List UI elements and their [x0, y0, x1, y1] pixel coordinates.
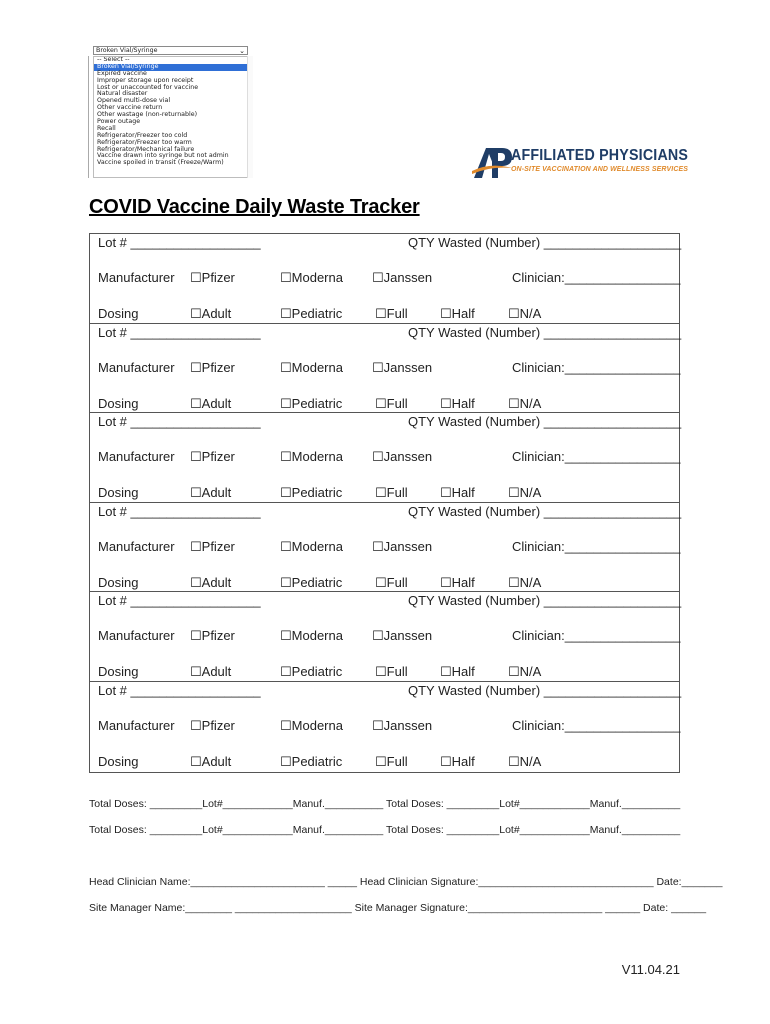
waste-reason-dropdown	[88, 44, 254, 178]
lot-field[interactable]: Lot # __________________	[98, 593, 261, 609]
chevron-down-icon: ⌄	[239, 47, 245, 55]
manufacturer-label: Manufacturer	[98, 449, 175, 465]
waste-entry	[90, 234, 682, 324]
dropdown-scrollbar[interactable]	[247, 56, 253, 178]
na-checkbox[interactable]: ☐N/A	[508, 306, 542, 321]
adult-checkbox[interactable]: ☐Adult	[190, 395, 232, 411]
full-checkbox[interactable]: ☐Full	[375, 306, 408, 321]
full-checkbox[interactable]: ☐Full	[375, 485, 408, 501]
waste-reason-options	[93, 56, 248, 178]
manufacturer-label: Manufacturer	[98, 628, 175, 644]
pfizer-checkbox[interactable]: ☐Pfizer	[190, 628, 235, 644]
dropdown-frame	[88, 56, 92, 178]
moderna-checkbox[interactable]: ☐Moderna	[280, 359, 343, 375]
clinician-field[interactable]: Clinician:________________	[512, 718, 681, 733]
dropdown-option[interactable]: Other wastage (non-returnable)	[97, 111, 198, 119]
dropdown-option[interactable]: Improper storage upon receipt	[97, 76, 194, 84]
logo-tagline: ON-SITE VACCINATION AND WELLNESS SERVICES	[511, 166, 689, 173]
dropdown-option[interactable]: Vaccine drawn into syringe but not admin	[97, 152, 229, 160]
full-checkbox[interactable]: ☐Full	[375, 754, 408, 769]
dosing-label: Dosing	[98, 574, 139, 590]
lot-field[interactable]: Lot # __________________	[98, 324, 261, 340]
affiliated-physicians-logo	[472, 146, 689, 180]
dropdown-option[interactable]: Recall	[97, 124, 116, 132]
full-checkbox[interactable]: ☐Full	[375, 574, 408, 590]
head-clinician-line: Head Clinician Name:_______________________ _____ Head Clinician Signature:______________________________ Date:_______	[89, 876, 723, 888]
dropdown-option[interactable]: Refrigerator/Freezer too cold	[97, 131, 188, 139]
clinician-field[interactable]: Clinician:________________	[512, 359, 681, 375]
waste-entry	[90, 502, 682, 593]
dropdown-option[interactable]: -- Select --	[97, 56, 130, 63]
pfizer-checkbox[interactable]: ☐Pfizer	[190, 449, 235, 465]
lot-field[interactable]: Lot # __________________	[98, 414, 261, 430]
dosing-label: Dosing	[98, 395, 139, 411]
pfizer-checkbox[interactable]: ☐Pfizer	[190, 359, 235, 375]
na-checkbox[interactable]: ☐N/A	[508, 574, 542, 590]
janssen-checkbox[interactable]: ☐Janssen	[372, 538, 433, 554]
totals-line-1: Total Doses: _________Lot#____________Manuf.__________ Total Doses: _________Lot#____________Manuf.__________	[89, 798, 681, 810]
janssen-checkbox[interactable]: ☐Janssen	[372, 359, 433, 375]
adult-checkbox[interactable]: ☐Adult	[190, 306, 232, 321]
lot-field[interactable]: Lot # __________________	[98, 683, 261, 698]
waste-entry	[90, 591, 682, 682]
na-checkbox[interactable]: ☐N/A	[508, 664, 542, 680]
qty-wasted-field[interactable]: QTY Wasted (Number) ___________________	[408, 414, 682, 430]
clinician-field[interactable]: Clinician:________________	[512, 449, 681, 465]
full-checkbox[interactable]: ☐Full	[375, 664, 408, 680]
na-checkbox[interactable]: ☐N/A	[508, 754, 542, 769]
pediatric-checkbox[interactable]: ☐Pediatric	[280, 485, 343, 501]
clinician-field[interactable]: Clinician:________________	[512, 628, 681, 644]
waste-entry	[90, 412, 682, 503]
janssen-checkbox[interactable]: ☐Janssen	[372, 628, 433, 644]
moderna-checkbox[interactable]: ☐Moderna	[280, 628, 343, 644]
dosing-label: Dosing	[98, 754, 139, 769]
logo-name: AFFILIATED PHYSICIANS	[511, 147, 689, 164]
dosing-label: Dosing	[98, 485, 139, 501]
moderna-checkbox[interactable]: ☐Moderna	[280, 449, 343, 465]
qty-wasted-field[interactable]: QTY Wasted (Number) ___________________	[408, 593, 682, 609]
dosing-label: Dosing	[98, 664, 139, 680]
dropdown-option[interactable]: Expired vaccine	[97, 69, 147, 77]
waste-entry	[90, 681, 682, 772]
janssen-checkbox[interactable]: ☐Janssen	[372, 270, 433, 285]
moderna-checkbox[interactable]: ☐Moderna	[280, 718, 343, 733]
pfizer-checkbox[interactable]: ☐Pfizer	[190, 718, 235, 733]
dropdown-option[interactable]: Opened multi-dose vial	[97, 97, 171, 105]
totals-line-2: Total Doses: _________Lot#____________Manuf.__________ Total Doses: _________Lot#____________Manuf.__________	[89, 824, 681, 836]
na-checkbox[interactable]: ☐N/A	[508, 395, 542, 411]
manufacturer-label: Manufacturer	[98, 538, 175, 554]
waste-reason-select[interactable]	[93, 46, 248, 55]
dropdown-option[interactable]: Vaccine spoiled in transit (Freeze/Warm)	[97, 159, 224, 167]
dropdown-option[interactable]: Lost or unaccounted for vaccine	[97, 83, 199, 91]
janssen-checkbox[interactable]: ☐Janssen	[372, 449, 433, 465]
half-checkbox[interactable]: ☐Half	[440, 395, 475, 411]
adult-checkbox[interactable]: ☐Adult	[190, 574, 232, 590]
dropdown-option[interactable]: Other vaccine return	[97, 104, 163, 112]
ap-logo-icon	[472, 146, 512, 180]
dropdown-option[interactable]: Natural disaster	[97, 90, 148, 98]
pfizer-checkbox[interactable]: ☐Pfizer	[190, 538, 235, 554]
pediatric-checkbox[interactable]: ☐Pediatric	[280, 664, 343, 680]
qty-wasted-field[interactable]: QTY Wasted (Number) ___________________	[408, 683, 682, 698]
moderna-checkbox[interactable]: ☐Moderna	[280, 538, 343, 554]
half-checkbox[interactable]: ☐Half	[440, 485, 475, 501]
dropdown-option[interactable]: Refrigerator/Freezer too warm	[97, 138, 192, 146]
full-checkbox[interactable]: ☐Full	[375, 395, 408, 411]
lot-field[interactable]: Lot # __________________	[98, 503, 261, 519]
pediatric-checkbox[interactable]: ☐Pediatric	[280, 754, 343, 769]
adult-checkbox[interactable]: ☐Adult	[190, 485, 232, 501]
site-manager-line: Site Manager Name:________ ____________________ Site Manager Signature:_______________________ ______ Date: ______	[89, 902, 707, 914]
adult-checkbox[interactable]: ☐Adult	[190, 754, 232, 769]
version-label: V11.04.21	[621, 962, 680, 977]
manufacturer-label: Manufacturer	[98, 359, 175, 375]
half-checkbox[interactable]: ☐Half	[440, 574, 475, 590]
dropdown-option[interactable]: Power outage	[97, 118, 141, 126]
dosing-label: Dosing	[98, 306, 139, 321]
half-checkbox[interactable]: ☐Half	[440, 306, 475, 321]
lot-field[interactable]: Lot # __________________	[98, 235, 261, 250]
qty-wasted-field[interactable]: QTY Wasted (Number) ___________________	[408, 324, 682, 340]
qty-wasted-field[interactable]: QTY Wasted (Number) ___________________	[408, 235, 682, 250]
half-checkbox[interactable]: ☐Half	[440, 754, 475, 769]
manufacturer-label: Manufacturer	[98, 270, 175, 285]
manufacturer-label: Manufacturer	[98, 718, 175, 733]
clinician-field[interactable]: Clinician:________________	[512, 270, 681, 285]
pediatric-checkbox[interactable]: ☐Pediatric	[280, 574, 343, 590]
moderna-checkbox[interactable]: ☐Moderna	[280, 270, 343, 285]
waste-reason-selected: Broken Vial/Syringe	[96, 47, 158, 54]
dropdown-option[interactable]: Broken Vial/Syringe	[94, 64, 248, 71]
na-checkbox[interactable]: ☐N/A	[508, 485, 542, 501]
waste-tracker-table	[89, 233, 680, 773]
pediatric-checkbox[interactable]: ☐Pediatric	[280, 306, 343, 321]
adult-checkbox[interactable]: ☐Adult	[190, 664, 232, 680]
half-checkbox[interactable]: ☐Half	[440, 664, 475, 680]
pediatric-checkbox[interactable]: ☐Pediatric	[280, 395, 343, 411]
page-title: COVID Vaccine Daily Waste Tracker	[89, 196, 420, 218]
janssen-checkbox[interactable]: ☐Janssen	[372, 718, 433, 733]
waste-entry	[90, 323, 682, 414]
clinician-field[interactable]: Clinician:________________	[512, 538, 681, 554]
dropdown-option[interactable]: Refrigerator/Mechanical failure	[97, 145, 195, 153]
pfizer-checkbox[interactable]: ☐Pfizer	[190, 270, 235, 285]
qty-wasted-field[interactable]: QTY Wasted (Number) ___________________	[408, 503, 682, 519]
